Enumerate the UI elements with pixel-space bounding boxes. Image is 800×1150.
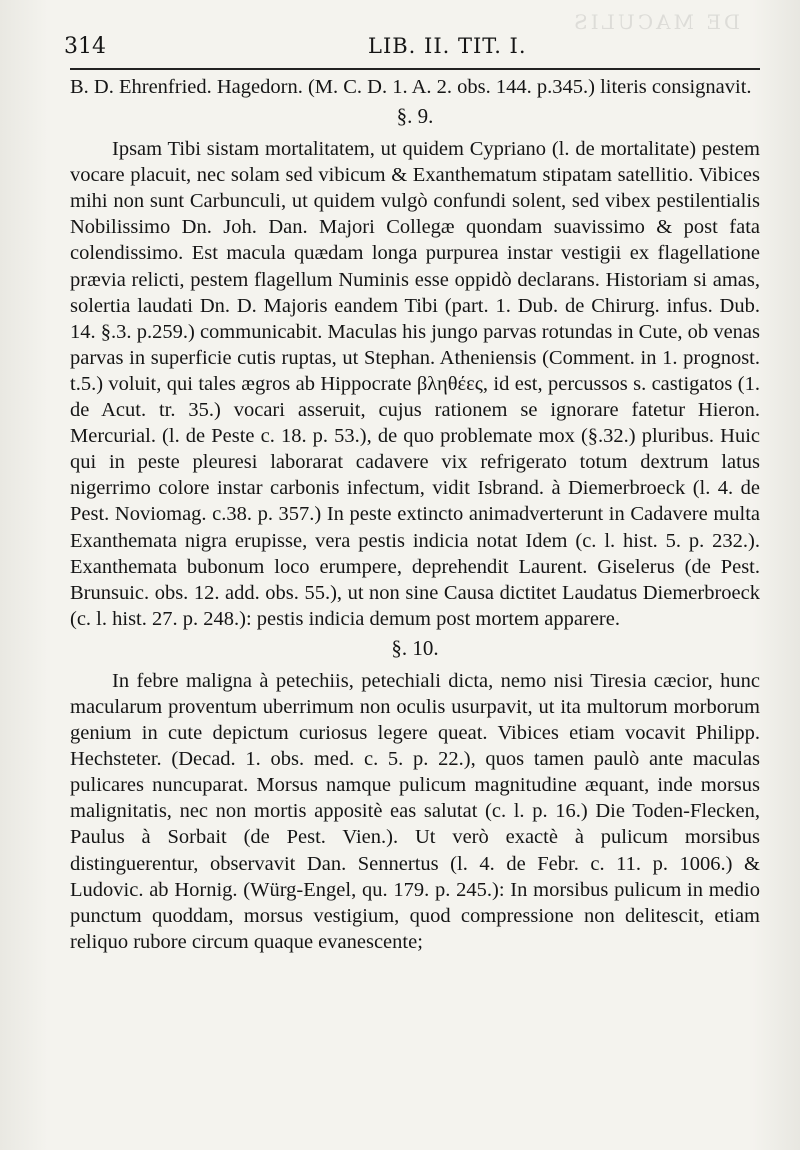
running-title: LIB. II. TIT. I. [368,34,527,58]
section-heading-9: §. 9. [396,104,434,129]
section-heading-10: §. 10. [391,635,439,660]
section-10-paragraph: In febre maligna à petechiis, petechiali dicta, nemo nisi Tiresia cæcior, hunc macularum proventum uberrimum non oculis usurpavit, ut ita multorum morborum genium in cute depictum curiosus legere queat. Vibices etiam vocavit Philipp. Hechsteter. (Decad. 1. obs. med. c. 5. p. 22.), quos tamen paulò ante maculas pulicares nuncuparat. Morsus namque pulicum magnitudine æquant, inde morsus malignitatis, nec non mortis appositè eas salutat (c. l. p. 16.) Die Toden-Flecken, Paulus à Sorbait (de Pest. Vien.). Ut verò exactè à pulicum morsibus distinguerentur, observavit Dan. Sennertus (l. 4. de Febr. c. 11. p. 1006.) & Ludovic. ab Hornig. (Würg-Engel, qu. 179. p. 245.): In morsibus pulicum in medio punctum quoddam, morsus vestigium, quod compressione non delitescit, etiam reliquo rubore circum quaque evanescente; [70,669,760,953]
section-9-paragraph: Ipsam Tibi sistam mortalitatem, ut quidem Cypriano (l. de mortalitate) pestem vocare placuit, nec solam sed vibicum & Exanthematum stipatam satellitio. Vibices mihi non sunt Carbunculi, ut quidem vulgò confundi solent, sed vibex pestilentialis Nobilissimo Dn. Joh. Dan. Majori Collegæ quondam suavissimo & post fata colendissimo. Est macula quædam longa purpurea instar vestigii ex flagellatione prævia relicti, pestem flagellum Numinis esse oppidò declarans. Historiam si amas, solertia laudati Dn. D. Majoris eandem Tibi (part. 1. Dub. de Chirurg. infus. Dub. 14. §.3. p.259.) communicabit. Maculas his jungo parvas rotundas in Cute, ob venas parvas in superficie cutis ruptas, ut Stephan. Atheniensis (Comment. in 1. prognost. t.5.) voluit, qui tales ægros ab Hippocrate βληθέες, id est, percussos s. castigatos (1. de Acut. tr. 35.) vocari asseruit, cujus rationem se ignorare fatetur Hieron. Mercurial. (l. de Peste c. 18. p. 53.), de quo problemate mox (§.32.) pluribus. Huic qui in peste pleuresi laborarat cadavere vix refrigerato totum dextrum latus nigerrimo colore instar carbonis infectum, vidit Isbrand. à Diemerbroeck (l. 4. de Pest. Noviomag. c.38. p. 357.) In peste extincto animadverterunt in Cadavere multa Exanthemata nigra erupisse, vera pestis indicia notat Idem (c. l. hist. 5. p. 232.). Exanthemata bubonum loco erumpere, deprehendit Laurent. Giselerus (de Pest. Brunsuic. obs. 12. add. obs. 55.), ut non sine Causa dictitet Laudatus Diemerbroeck (c. l. hist. 27. p. 248.): pestis indicia demum post mortem apparere. [70,138,760,630]
page-header [64,34,760,70]
intro-text: B. D. Ehrenfried. Hagedorn. (M. C. D. 1. A. 2. obs. 144. p.345.) literis consignavit. [70,76,752,98]
page-number: 314 [64,34,106,59]
bleed-through-text: DE MACULIS [571,10,740,34]
